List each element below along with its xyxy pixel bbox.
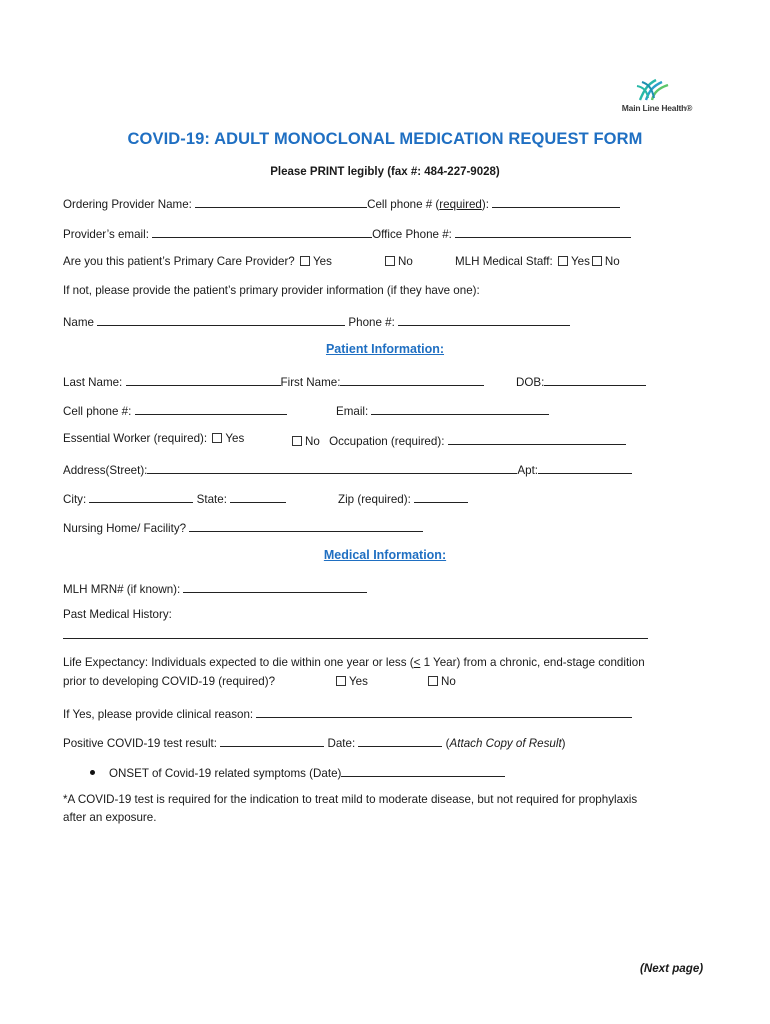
mrn-label: MLH MRN# (if known): [63, 583, 181, 596]
clinical-reason-label: If Yes, please provide clinical reason: [63, 708, 254, 721]
apt-label: Apt: [517, 464, 539, 477]
occupation-label: Occupation (required): [329, 435, 445, 448]
life-yes-label: Yes [349, 675, 368, 688]
nursing-home-field[interactable] [189, 519, 423, 532]
ordering-provider-label: Ordering Provider Name: [63, 198, 192, 211]
cell-phone-required: required [439, 198, 482, 211]
nursing-home-label: Nursing Home/ Facility? [63, 522, 187, 535]
provider-email-field[interactable] [152, 225, 372, 238]
first-name-label: First Name: [280, 376, 341, 389]
patient-cell-row [63, 402, 287, 419]
pcp-yes-label: Yes [313, 255, 332, 268]
essential-yes-checkbox[interactable] [212, 433, 222, 443]
mlh-staff-label: MLH Medical Staff: [455, 255, 553, 268]
patient-email-group [336, 402, 549, 419]
mrn-row [63, 580, 367, 597]
primary-provider-row [63, 313, 570, 330]
dob-group [516, 373, 646, 390]
dob-label: DOB: [516, 376, 545, 389]
medical-information-heading: Medical Information: [323, 548, 447, 562]
patient-cell-field[interactable] [135, 402, 287, 415]
office-phone-field[interactable] [455, 225, 631, 238]
life-expectancy-line-1 [63, 656, 645, 670]
covid-test-note-line-1: *A COVID-19 test is required for the indication to treat mild to moderate disease, but not required for prophylaxis [63, 793, 638, 806]
zip-label: Zip (required): [338, 493, 411, 506]
patient-name-row [63, 373, 484, 390]
test-date-label: Date: [327, 737, 356, 750]
past-history-label: Past Medical History: [63, 608, 172, 621]
mlh-staff-no-label: No [604, 255, 620, 268]
life-expectancy-lt-symbol: < [413, 656, 421, 669]
zip-field[interactable] [414, 490, 468, 503]
life-no-group [426, 675, 456, 689]
cell-phone-label: Cell phone # ( [367, 198, 440, 211]
nursing-home-row [63, 519, 423, 536]
life-no-checkbox[interactable] [428, 676, 438, 686]
patient-cell-label: Cell phone #: [63, 405, 132, 418]
primary-provider-name-field[interactable] [97, 313, 345, 326]
last-name-field[interactable] [126, 373, 281, 386]
positive-test-field[interactable] [220, 734, 324, 747]
onset-date-field[interactable] [341, 764, 505, 777]
ordering-provider-field[interactable] [195, 195, 367, 208]
mlh-staff-option [455, 255, 620, 269]
attach-close-paren: ) [561, 737, 566, 750]
life-no-label: No [441, 675, 456, 688]
provider-name-row [63, 195, 620, 212]
zip-group [338, 490, 468, 507]
first-name-field[interactable] [340, 373, 484, 386]
attach-copy-note: Attach Copy of Result [449, 737, 562, 750]
pcp-no-checkbox[interactable] [385, 256, 395, 266]
covid-test-note-line-2: after an exposure. [63, 811, 157, 824]
essential-no-group [290, 432, 626, 449]
pcp-yes-checkbox[interactable] [300, 256, 310, 266]
attach-open-paren: ( [445, 737, 450, 750]
mlh-staff-no-checkbox[interactable] [592, 256, 602, 266]
office-phone-label: Office Phone #: [372, 228, 452, 241]
mrn-field[interactable] [183, 580, 367, 593]
form-subtitle: Please PRINT legibly (fax #: 484-227-9028) [270, 166, 500, 178]
primary-provider-phone-field[interactable] [398, 313, 570, 326]
past-history-field[interactable] [63, 638, 648, 639]
state-field[interactable] [230, 490, 286, 503]
life-yes-group [334, 675, 368, 689]
cell-phone-label-close: ): [481, 198, 489, 211]
logo-name: Main Line Health [621, 103, 687, 113]
primary-provider-name-label: Name [63, 316, 94, 329]
pcp-no-option [383, 255, 413, 269]
mlh-staff-yes-label: Yes [570, 255, 590, 268]
city-field[interactable] [89, 490, 193, 503]
essential-no-checkbox[interactable] [292, 436, 302, 446]
last-name-label: Last Name: [63, 376, 123, 389]
clinical-reason-field[interactable] [256, 705, 632, 718]
life-expectancy-text-end: 1 Year) from a chronic, end-stage condition [420, 656, 645, 669]
essential-yes-label: Yes [225, 432, 245, 445]
positive-test-label: Positive COVID-19 test result: [63, 737, 217, 750]
provider-email-row [63, 225, 631, 242]
address-field[interactable] [147, 461, 517, 474]
clinical-reason-row [63, 705, 632, 722]
essential-worker-row [63, 432, 244, 446]
life-yes-checkbox[interactable] [336, 676, 346, 686]
patient-email-field[interactable] [371, 402, 549, 415]
onset-label: ONSET of Covid-19 related symptoms (Date) [109, 767, 342, 780]
apt-field[interactable] [538, 461, 632, 474]
onset-row [90, 764, 505, 781]
patient-information-heading: Patient Information: [325, 342, 445, 356]
pcp-row [63, 255, 332, 269]
address-row [63, 461, 632, 478]
if-not-instruction: If not, please provide the patient’s primary provider information (if they have one): [63, 284, 480, 297]
life-expectancy-text: Life Expectancy: Individuals expected to die within one year or less ( [63, 656, 414, 669]
primary-provider-phone-label: Phone #: [348, 316, 395, 329]
logo-registered: ® [686, 103, 693, 113]
city-label: City: [63, 493, 87, 506]
next-page-label: (Next page) [640, 962, 704, 975]
patient-email-label: Email: [336, 405, 369, 418]
essential-worker-label: Essential Worker (required): [63, 432, 208, 445]
dob-field[interactable] [544, 373, 646, 386]
life-expectancy-question: prior to developing COVID-19 (required)? [63, 675, 276, 688]
positive-test-row [63, 734, 566, 751]
cell-phone-field[interactable] [492, 195, 620, 208]
main-line-health-logo-icon [634, 76, 674, 102]
pcp-question: Are you this patient’s Primary Care Provider? [63, 255, 295, 268]
pcp-no-label: No [398, 255, 413, 268]
form-title: COVID-19: ADULT MONOCLONAL MEDICATION REQUEST FORM [127, 130, 643, 148]
city-state-row [63, 490, 286, 507]
address-label: Address(Street): [63, 464, 148, 477]
occupation-field[interactable] [448, 432, 626, 445]
essential-no-label: No [305, 435, 320, 448]
test-date-field[interactable] [358, 734, 442, 747]
bullet-icon [90, 770, 95, 775]
mlh-staff-yes-checkbox[interactable] [558, 256, 568, 266]
main-line-health-logo [612, 76, 702, 116]
life-expectancy-line-2 [63, 675, 275, 689]
state-label: State: [196, 493, 227, 506]
provider-email-label: Provider’s email: [63, 228, 149, 241]
